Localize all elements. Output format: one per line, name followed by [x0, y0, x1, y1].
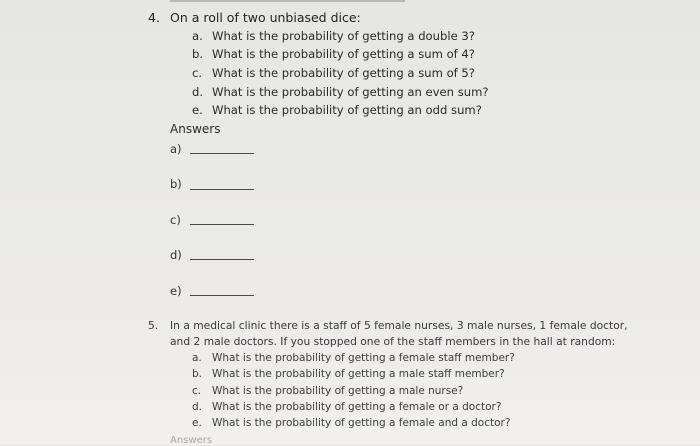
answer-label-b: b): [170, 177, 182, 191]
sub-question-text: What is the probability of getting an odd sum?: [212, 103, 482, 117]
sub-question-a: [192, 29, 475, 43]
answer-blank-c[interactable]: [190, 224, 254, 225]
top-rule: [170, 0, 405, 2]
sub-question-text: What is the probability of getting a sum of 5?: [212, 66, 475, 80]
sub-question-d: [192, 401, 501, 413]
answer-blank-a[interactable]: [190, 153, 254, 154]
sub-question-a: [192, 352, 515, 364]
sub-question-d: [192, 85, 489, 99]
answer-label-c: c): [170, 213, 181, 227]
answer-label-e: e): [170, 284, 182, 298]
sub-question-letter: b.: [192, 47, 204, 61]
answers-heading: Answers: [170, 435, 213, 446]
sub-question-b: [192, 368, 505, 380]
question-text-line-1: In a medical clinic there is a staff of 5 female nurses, 3 male nurses, 1 female doctor,: [170, 319, 628, 332]
answer-blank-e[interactable]: [190, 295, 254, 296]
sub-question-letter: b.: [192, 368, 203, 380]
sub-question-text: What is the probability of getting a female staff member?: [212, 352, 515, 364]
sub-question-letter: c.: [192, 66, 203, 80]
question-text: On a roll of two unbiased dice:: [170, 10, 361, 25]
sub-question-c: [192, 385, 463, 397]
sub-question-e: [192, 417, 510, 429]
sub-question-c: [192, 66, 475, 80]
sub-question-letter: d.: [192, 85, 204, 99]
sub-question-letter: e.: [192, 417, 202, 429]
answer-blank-b[interactable]: [190, 189, 254, 190]
answer-label-a: a): [170, 142, 182, 156]
sub-question-letter: d.: [192, 401, 203, 413]
sub-question-text: What is the probability of getting a female or a doctor?: [212, 401, 502, 413]
sub-question-e: [192, 103, 482, 117]
question-number: 5.: [148, 319, 159, 332]
sub-question-text: What is the probability of getting a female and a doctor?: [212, 417, 511, 429]
sub-question-text: What is the probability of getting a double 3?: [212, 29, 475, 43]
question-number: 4.: [148, 10, 160, 25]
sub-question-letter: c.: [192, 385, 202, 397]
sub-question-letter: a.: [192, 29, 203, 43]
sub-question-text: What is the probability of getting an even sum?: [212, 85, 489, 99]
answers-heading: Answers: [170, 122, 221, 136]
sub-question-letter: a.: [192, 352, 202, 364]
sub-question-letter: e.: [192, 103, 203, 117]
sub-question-text: What is the probability of getting a sum of 4?: [212, 47, 475, 61]
answer-blank-d[interactable]: [190, 259, 254, 260]
answer-label-d: d): [170, 248, 182, 262]
question-text-line-2: and 2 male doctors. If you stopped one of the staff members in the hall at random:: [170, 335, 616, 348]
sub-question-b: [192, 47, 475, 61]
sub-question-text: What is the probability of getting a male nurse?: [212, 385, 464, 397]
sub-question-text: What is the probability of getting a male staff member?: [212, 368, 505, 380]
